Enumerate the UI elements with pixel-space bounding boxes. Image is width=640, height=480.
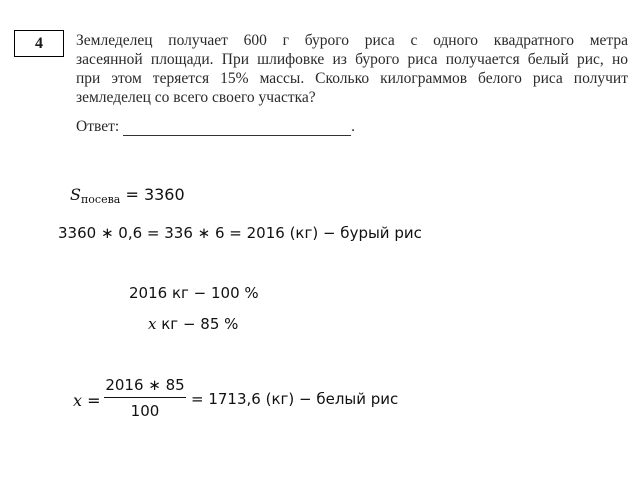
- area-formula: [70, 185, 185, 206]
- result-rhs: = 1713,6 (кг) − белый рис: [191, 390, 399, 408]
- fraction: [104, 376, 186, 420]
- result-equals: =: [82, 391, 101, 410]
- answer-label: Ответ:: [76, 118, 120, 135]
- proportion-line-2: [148, 315, 238, 333]
- answer-row: [76, 118, 355, 136]
- task-line-4: земледелец со всего своего участка?: [76, 89, 316, 106]
- fraction-bar: [104, 397, 186, 398]
- task-statement: [76, 31, 628, 107]
- denominator: 100: [130, 402, 160, 421]
- brown-rice-calc: 3360 ∗ 0,6 = 336 ∗ 6 = 2016 (кг) − бурый рис: [58, 224, 422, 242]
- result-var: x: [73, 391, 83, 410]
- task-line-3: при этом теряется 15% массы. Сколько килограммов белого риса получит: [76, 70, 628, 87]
- answer-line[interactable]: [123, 121, 351, 136]
- answer-end: .: [351, 118, 356, 135]
- task-number: 4: [35, 34, 43, 52]
- task-number-box: [14, 30, 64, 57]
- numerator: 2016 ∗ 85: [105, 376, 185, 394]
- task-line-2: засеянной площади. При шлифовке из бурого риса получается белый рис, но: [76, 51, 628, 68]
- task-line-1: Земледелец получает 600 г бурого риса с одного квадратного метра: [76, 32, 628, 49]
- area-var: S: [70, 185, 81, 204]
- proportion-line-1: 2016 кг − 100 %: [129, 284, 259, 302]
- area-value: = 3360: [120, 185, 185, 204]
- proportion-rest: кг − 85 %: [156, 315, 239, 333]
- proportion-var: x: [148, 315, 157, 333]
- result-lhs: [73, 391, 101, 410]
- area-sub: посева: [80, 193, 121, 206]
